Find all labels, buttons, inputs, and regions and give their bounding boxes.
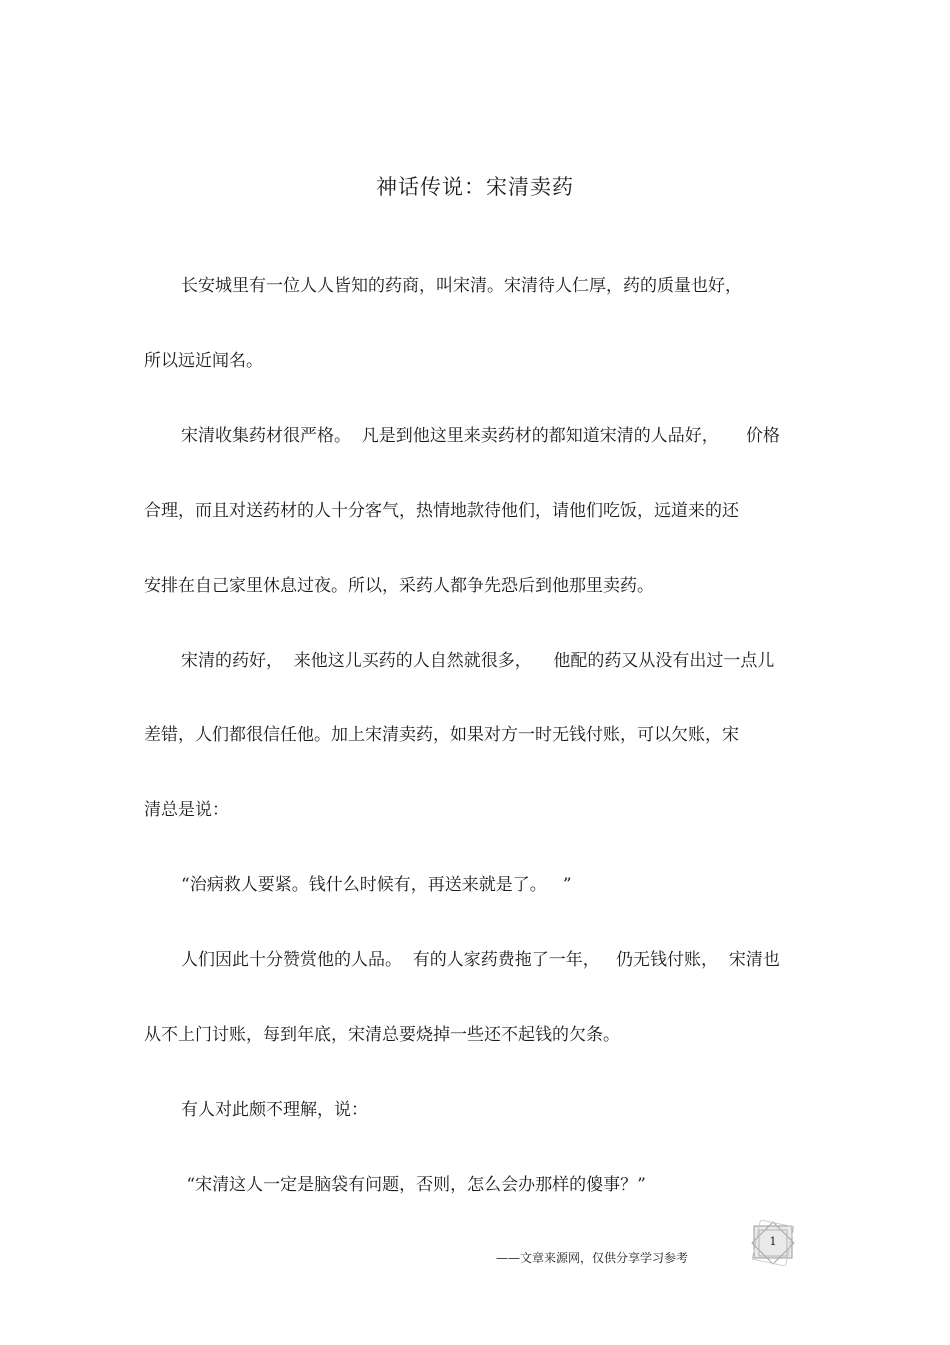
page-number-badge (750, 1220, 796, 1266)
paragraph-line: 差错，人们都很信任他。加上宋清卖药，如果对方一时无钱付账，可以欠账，宋 (144, 725, 739, 745)
paragraph-line: 长安城里有一位人人皆知的药商，叫宋清。宋清待人仁厚，药的质量也好， (181, 276, 742, 296)
page-title: 神话传说：宋清卖药 (376, 175, 574, 199)
paragraph-line: 宋清的药好， 来他这儿买药的人自然就很多， 他配的药又从没有出过一点儿 (181, 651, 775, 671)
paragraph-line: 合理，而且对送药材的人十分客气，热情地款待他们，请他们吃饭，远道来的还 (144, 501, 739, 521)
quote-line: “宋清这人一定是脑袋有问题，否则，怎么会办那样的傻事？” (181, 1175, 646, 1195)
paragraph-line: 安排在自己家里休息过夜。所以，采药人都争先恐后到他那里卖药。 (144, 576, 654, 596)
paragraph-line: 有人对此颇不理解，说： (181, 1100, 368, 1120)
paragraph-line: 所以远近闻名。 (144, 351, 263, 371)
page-number: 1 (769, 1235, 777, 1248)
source-note: ——文章来源网，仅供分享学习参考 (496, 1251, 689, 1265)
paragraph-line: 人们因此十分赞赏他的人品。 有的人家药费拖了一年， 仍无钱付账， 宋清也 (181, 950, 780, 970)
paragraph-line: 清总是说： (144, 800, 229, 820)
paragraph-line: 从不上门讨账，每到年底，宋清总要烧掉一些还不起钱的欠条。 (144, 1025, 620, 1045)
paragraph-line: 宋清收集药材很严格。 凡是到他这里来卖药材的都知道宋清的人品好， 价格 (181, 426, 780, 446)
quote-line: “治病救人要紧。钱什么时候有，再送来就是了。 ” (181, 875, 572, 895)
